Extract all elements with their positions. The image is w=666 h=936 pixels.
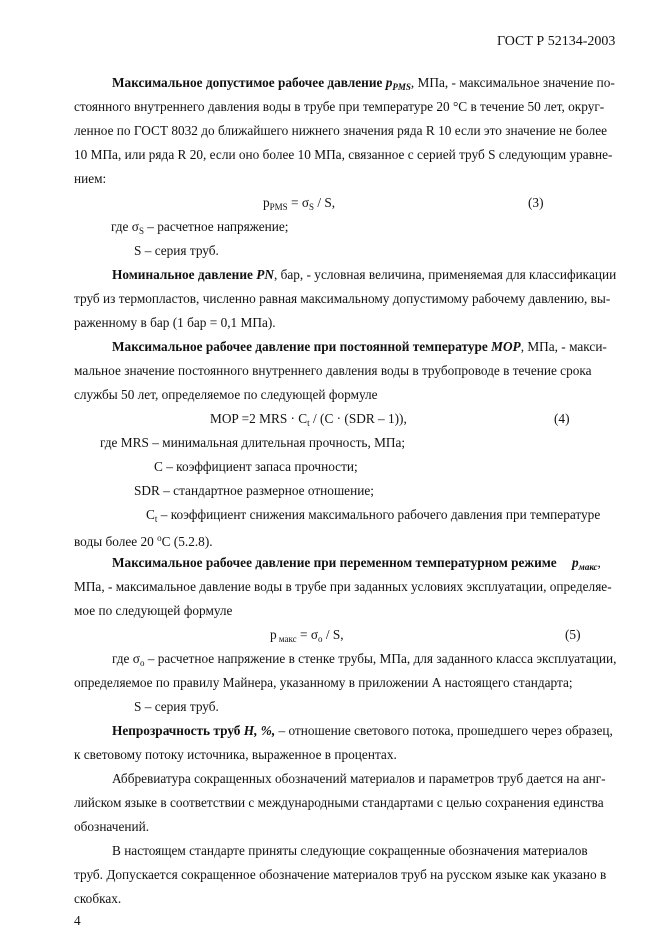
page-number: 4 <box>74 913 81 928</box>
where-4-line-5: воды более 20 $^o$С (5.2.8). <box>74 533 213 549</box>
pms-unit: , МПа, - максимальное значение по- <box>410 75 615 90</box>
where-4-line-3: SDR – стандартное размерное отношение; <box>134 483 374 498</box>
pms-definition-line-3: ленное по ГОСТ 8032 до ближайшего нижнего значения ряда R 10 если это значение не более <box>74 123 608 138</box>
where-5-line-2: определяемое по правилу Майнера, указанному в приложении А настоящего стандарта; <box>74 675 573 690</box>
mop-symbol: MOP <box>491 339 521 354</box>
abbrev-line-2: лийском языке в соответствии с международными стандартами с целью сохранения единства <box>74 795 604 810</box>
where-4-line-1: где MRS – минимальная длительная прочность, МПа; <box>100 435 406 450</box>
opacity-definition-line-2: к световому потоку источника, выраженное в процентах. <box>74 747 397 762</box>
pms-term: Максимальное допустимое рабочее давление <box>112 75 383 90</box>
mop-term: Максимальное рабочее давление при постоянной температуре <box>112 339 492 354</box>
standard-line-3: скобках. <box>74 891 122 906</box>
pmax-definition-line-1 <box>112 554 557 571</box>
pms-definition-line-1 <box>112 74 615 96</box>
where-3-line-2: S – серия труб. <box>134 243 219 258</box>
opacity-definition-line-1: Непрозрачность труб H, %, – отношение светового потока, прошедшего через образец, <box>112 723 613 738</box>
pms-definition-line-4: 10 МПа, или ряда R 20, если оно более 10 МПа, связанное с серией труб S следующим уравне- <box>74 147 613 162</box>
formula-3-number: (3) <box>528 195 544 210</box>
formula-5: p $_{макс} = \sigma_o / S$, <box>270 627 344 644</box>
where-3-line-1: где $\sigma_S$ – расчетное напряжение; <box>111 219 289 236</box>
where-4-line-2: C – коэффициент запаса прочности; <box>154 459 358 474</box>
standard-line-2: труб. Допускается сокращенное обозначение материалов труб на русском языке как указано в <box>74 867 607 882</box>
abbrev-line-3: обозначений. <box>74 819 150 834</box>
pn-definition-line-3: раженному в бар (1 бар = 0,1 МПа). <box>74 315 276 330</box>
mop-definition-line-2: мальное значение постоянного внутреннего давления воды в трубопроводе в течение срока <box>74 363 592 378</box>
standard-header: ГОСТ Р 52134-2003 <box>497 34 616 49</box>
mop-definition-line-3: службы 50 лет, определяемое по следующей формуле <box>74 387 378 402</box>
formula-3: $p_{PMS} = \sigma_S / S$, <box>263 195 336 212</box>
formula-4: MOP =2 MRS · $C_t / (C \cdot (SDR - 1))$, <box>210 411 407 428</box>
pn-definition-line-1: Номинальное давление PN, бар, - условная величина, применяемая для классификации <box>112 267 617 282</box>
formula-4-number: (4) <box>554 411 570 426</box>
where-5-line-3: S – серия труб. <box>134 699 219 714</box>
pn-symbol: PN <box>256 267 274 282</box>
pmax-term: Максимальное рабочее давление при переменном температурном режиме <box>112 555 557 570</box>
pmax-symbol: $p_{макс}$, <box>572 555 601 572</box>
abbrev-line-1: Аббревиатура сокращенных обозначений материалов и параметров труб дается на анг- <box>112 771 606 786</box>
pn-definition-line-2: труб из термопластов, численно равная максимальному допустимому рабочему давлению, вы- <box>74 291 611 306</box>
opacity-symbol: H, %, <box>243 723 279 738</box>
pms-definition-line-5: нием: <box>74 171 107 186</box>
pmax-definition-line-3: мое по следующей формуле <box>74 603 233 618</box>
pn-term: Номинальное давление <box>112 267 257 282</box>
pms-definition-line-2: стоянного внутреннего давления воды в трубе при температуре 20 °С в течение 50 лет, округ- <box>74 99 605 114</box>
where-4-line-4: $C_t$ – коэффициент снижения максимального рабочего давления при температуре <box>146 507 601 524</box>
where-5-line-1: где $\sigma_o$ – расчетное напряжение в стенке трубы, МПа, для заданного класса эксплуатации, <box>112 651 617 668</box>
opacity-term: Непрозрачность труб <box>112 723 244 738</box>
pms-symbol: $p_{PMS}$ <box>385 75 411 92</box>
pmax-definition-line-2: МПа, - максимальное давление воды в трубе при заданных условиях эксплуатации, определяе- <box>74 579 612 594</box>
standard-line-1: В настоящем стандарте приняты следующие сокращенные обозначения материалов <box>112 843 588 858</box>
mop-definition-line-1: Максимальное рабочее давление при постоянной температуре MOP, МПа, - макси- <box>112 339 607 354</box>
formula-5-number: (5) <box>565 627 581 642</box>
